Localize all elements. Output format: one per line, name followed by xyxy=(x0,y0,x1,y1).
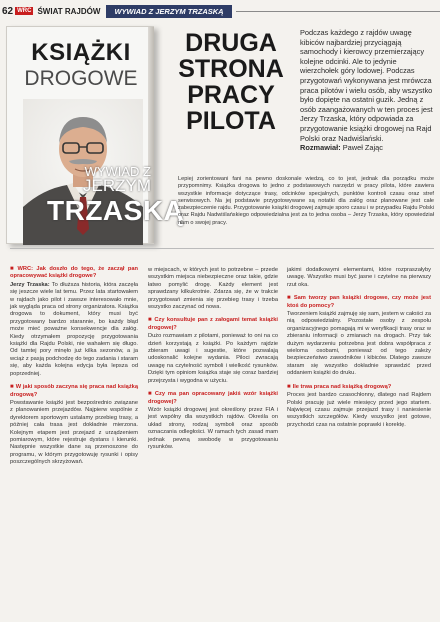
question: ■ WRC: Jak doszło do tego, że zaczął pan opracowywać książki drogowe? xyxy=(10,266,139,280)
question: ■ Ile trwa praca nad książką drogową? xyxy=(287,383,392,390)
question: ■ W jaki sposób zaczyna się praca nad książką drogową? xyxy=(10,384,138,398)
article-lead: Podczas każdego z rajdów uwagę kibiców najbardziej przyciągają samochody i kierowcy przemierzający kolejne odcinki. Ale to jedynie wierzchołek góry lodowej. Podczas przygotowań wykonywana jest mrówcza praca pilotów i wielu osób, aby wszystko było dopięte na ostatni guzik. Jedną z osób zaangażowanych w ten proces jest Jerzy Trzaska, który odpowiada za przygotowanie książki drogowej na Rajd Polski oraz Nadwiślański. xyxy=(300,28,433,143)
interviewer-credit xyxy=(300,143,434,152)
article-intro: Lepiej zorientowani fani na pewno doskonale wiedzą, co to jest, jednak dla porządku może przypomnimy. Książka drogowa to jedno z podstawowych narzędzi w pracy pilota, które zawiera wszystkie informacje dotyczące trasy, odcinków specjalnych, punktów kontroli czasu oraz stref serwisowych. Na jej podstawie przygotowywane są notatki dla załóg oraz planowane jest całe zabezpieczenie rajdu. Przygotowanie książki drogowej zajmuje sporo czasu i w przypadku Rajdu Polski oraz Rajdu Nadwiślańskiego odpowiedzialna jest za to jedna osoba – Jerzy Trzaska, który opowiedział nam o swojej pracy. xyxy=(178,176,434,226)
answer: Tworzeniem książki zajmuję się sam, jestem w całości za nią odpowiedzialny. Pozostałe osoby z zespołu organizacyjnego pomagają mi w weryfikacji trasy oraz w zbieraniu informacji o zmianach na drogach. Przy tak dużym wydarzeniu potrzebna jest dobra współpraca z wieloma osobami, ponieważ od tego zależy bezpieczeństwo zawodników i kibiców. Dlatego zawsze staram się wszystko dokładnie sprawdzić przed oddaniem książki do druku. xyxy=(287,311,431,377)
section-title: ŚWIAT RAJDÓW xyxy=(37,6,101,16)
article-headline xyxy=(172,30,290,134)
answer: w miejscach, w których jest to potrzebne – przede wszystkim miejsca niebezpieczne oraz takie, gdzie łatwo pomylić drogę. Każdy element jest sprawdzany kilkukrotnie. Zdarza się, że w trakcie przygotowań zmienia się przebieg trasy i trzeba wszystko zaczynać od nowa. xyxy=(148,267,278,311)
answer-speaker: Jerzy Trzaska: xyxy=(10,281,50,288)
answer: jakimi dodatkowymi elementami, które rozpraszałyby uwagę. Wszystko musi być jasne i czytelne na pierwszy rzut oka. xyxy=(287,267,431,288)
headline-line2: STRONA xyxy=(178,55,284,83)
book-cover-image xyxy=(6,26,185,244)
headline-line3: PRACY xyxy=(187,81,275,109)
text-column-3 xyxy=(287,266,431,429)
headline-line4: PILOTA xyxy=(186,107,276,135)
answer: Proces jest bardzo czasochłonny, dlatego nad Rajdem Polski pracuję już wiele miesięcy przed jego startem. Najwięcej czasu zajmuje przejazd trasy i naniesienie wszystkich szczegółów. Kiedy wszystko jest gotowe, przychodzi czas na ostatnie poprawki i korektę. xyxy=(287,392,431,428)
header-divider xyxy=(236,11,440,12)
question-marker-icon: ■ xyxy=(287,295,292,302)
question: ■ Sam tworzy pan książki drogowe, czy może jest ktoś do pomocy? xyxy=(287,295,431,309)
question-marker-icon: ■ xyxy=(148,317,153,324)
question-marker-icon: ■ xyxy=(10,266,16,272)
book-title-line2: DROGOWE xyxy=(24,67,138,90)
question-marker-icon: ■ xyxy=(287,383,291,390)
book-author: TRZASKĄ xyxy=(47,195,185,226)
text-column-1 xyxy=(10,266,138,467)
interviewer-label: Rozmawiał: xyxy=(300,143,341,152)
wrc-badge: WRC xyxy=(17,8,32,14)
section-divider xyxy=(10,248,434,249)
question: ■ Czy konsultuje pan z załogami temat książki drogowej? xyxy=(148,317,279,331)
interviewer-name: Paweł Zając xyxy=(342,143,383,152)
book-subtitle-line1: WYWIAD Z xyxy=(84,164,151,179)
page-header xyxy=(0,4,440,18)
page-number: 62 xyxy=(2,5,14,17)
question-marker-icon: ■ xyxy=(10,384,14,391)
question-marker-icon: ■ xyxy=(148,391,153,398)
text-column-2 xyxy=(148,266,278,451)
headline-line1: DRUGA xyxy=(185,29,277,57)
book-title-line1: KSIĄŻKI xyxy=(31,39,131,66)
book-subtitle-line2: JERZYM xyxy=(83,176,151,195)
answer: Wzór książki drogowej jest określony przez FIA i jest wspólny dla wszystkich rajdów. Określa on układ strony, rodzaj symboli oraz sposób oznaczania odległości. W ramach tych zasad mam jednak pewną swobodę w przygotowaniu rysunków. xyxy=(148,406,278,450)
answer: Powstawanie książki jest bezpośrednio związane z planowaniem przejazdów. Najpierw wspólnie z dyrektorem sportowym ustalamy przebieg trasy, a później cała trasa jest dokładnie mierzona. Kolejnym etapem jest przejazd z urządzeniem pomiarowym, które rejestruje dystans i kierunki. Następnie wszystkie dane są przenoszone do programu, w którym przygotowuję rysunki i opisy poszczególnych skrzyżowań. xyxy=(10,399,138,466)
article-tag: WYWIAD Z JERZYM TRZASKĄ xyxy=(106,5,231,18)
answer: Dużo rozmawiam z pilotami, ponieważ to oni na co dzień korzystają z książki. Po każdym rajdzie zbieram uwagi i sugestie, które pozwalają udoskonalić kolejne wydania. Piloci zwracają uwagę na czytelność symboli i wielkość rysunków. Dzięki tym opiniom książka staje się coraz bardziej przejrzysta i wygodna w użyciu. xyxy=(148,333,278,384)
question: ■ Czy ma pan opracowany jakiś wzór książki drogowej? xyxy=(148,391,279,405)
book-subtitle xyxy=(61,165,151,194)
answer: Jerzy Trzaska: To dłuższa historia, która zaczęła się jeszcze wiele lat temu. Przez lata startowałem w rajdach jako pilot i zawsze interesowało mnie, jak wygląda praca od strony organizatora. Książka drogowa to dokument, który musi być przygotowany bardzo starannie, bo każdy błąd może mieć poważne konsekwencje dla załóg. Kiedy otrzymałem propozycję przygotowania książki dla Rajdu Polski, nie wahałem się długo. Od tamtej pory minęło już kilka sezonów, a ja wciąż z pasją podchodzę do tego zadania i staram się, aby każda kolejna edycja była lepsza od poprzedniej. xyxy=(10,281,138,377)
